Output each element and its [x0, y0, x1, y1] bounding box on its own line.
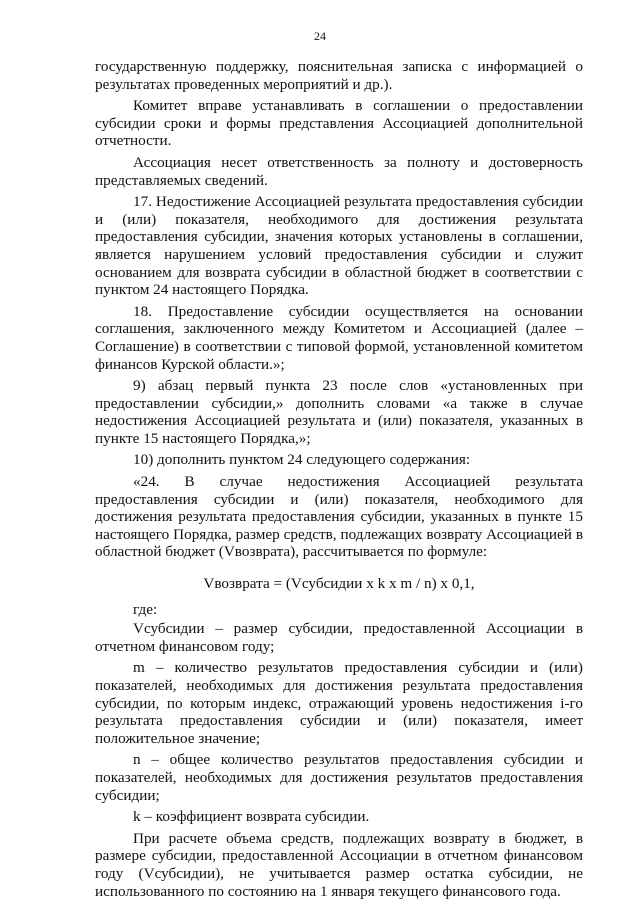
- paragraph-calculation-note: При расчете объема средств, подлежащих возврату в бюджет, в размере субсидии, предоставленной Ассоциации в отчетном финансовом году (Vсубсидии), не учитывается размер остатка субсидии, не использованного по состоянию на 1 января текущего финансового года.: [95, 829, 583, 900]
- paragraph-item-24: «24. В случае недостижения Ассоциацией результата предоставления субсидии и (или) показателя, необходимого для достижения результата предоставления субсидии, указанных в пункте 15 настоящего Порядка, размер средств, подлежащих возврату Ассоциацией в областной бюджет (Vвозврата), рассчитывается по формуле:: [95, 473, 583, 561]
- definition-m: m – количество результатов предоставления субсидии и (или) показателей, необходимых для достижения результата предоставления субсидии, по которым индекс, отражающий уровень недостижения i-го результата предоставления субсидии и (или) показателя, имеет положительное значение;: [95, 659, 583, 747]
- paragraph-continuation: государственную поддержку, пояснительная записка с информацией о результатах проведенных мероприятий и др.).: [95, 58, 583, 93]
- document-body: [95, 58, 583, 904]
- paragraph-amendment-9: 9) абзац первый пункта 23 после слов «установленных при предоставлении субсидии,» дополнить словами «а также в случае недостижения Ассоциацией результата и (или) показателя, указанных в пункте 15 настоящего Порядка,»;: [95, 377, 583, 447]
- paragraph-association-responsibility: Ассоциация несет ответственность за полноту и достоверность представляемых сведений.: [95, 153, 583, 189]
- page-number: 24: [314, 29, 326, 43]
- paragraph-item-18: 18. Предоставление субсидии осуществляется на основании соглашения, заключенного между Комитетом и Ассоциацией (далее – Соглашение) в соответствии с типовой формой, установленной комитетом финансов Курской области.»;: [95, 302, 583, 373]
- refund-formula: Vвозврата = (Vсубсидии x k x m / n) x 0,1,: [203, 575, 475, 593]
- definition-k: k – коэффициент возврата субсидии.: [133, 808, 370, 826]
- paragraph-committee-rights: Комитет вправе устанавливать в соглашении о предоставлении субсидии сроки и формы представления Ассоциацией дополнительной отчетности.: [95, 97, 583, 150]
- where-label: где:: [133, 600, 158, 618]
- definition-v-subsidy: Vсубсидии – размер субсидии, предоставленной Ассоциации в отчетном финансовом году;: [95, 620, 583, 655]
- definition-n: n – общее количество результатов предоставления субсидии и показателей, необходимых для достижения результатов предоставления субсидии;: [95, 751, 583, 804]
- paragraph-item-17: 17. Недостижение Ассоциацией результата предоставления субсидии и (или) показателя, необходимого для достижения результата предоставления субсидии, значения которых установлены в соглашении, является нарушением условий предоставления субсидии и служит основанием для возврата субсидии в областной бюджет в соответствии с пунктом 24 настоящего Порядка.: [95, 193, 583, 299]
- paragraph-amendment-10: 10) дополнить пунктом 24 следующего содержания:: [133, 451, 471, 469]
